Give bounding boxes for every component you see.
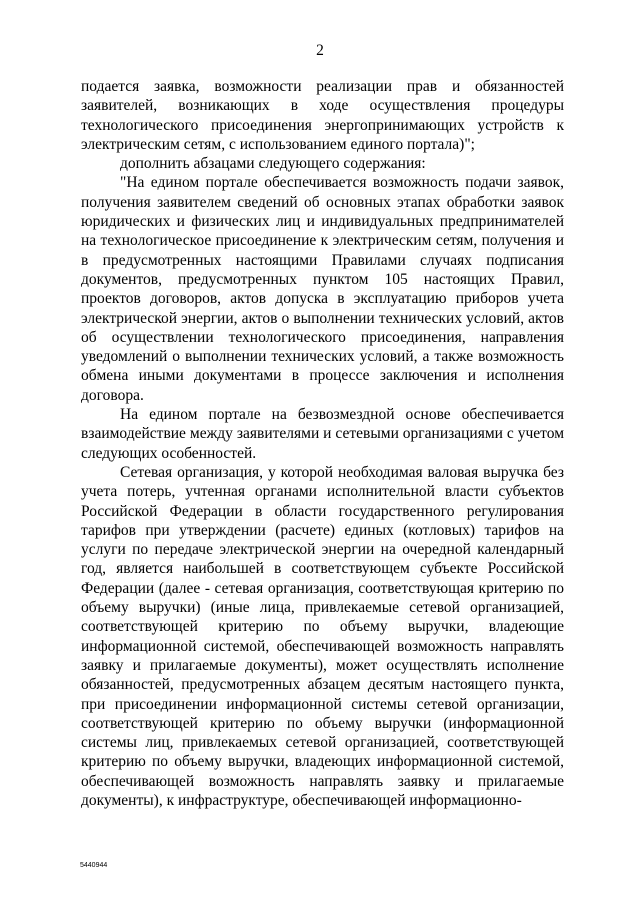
document-code: 5440944 — [80, 862, 108, 869]
paragraph-free-interaction: На едином портале на безвозмездной основе обеспечивается взаимодействие между заявителями и сетевыми организациями с учетом следующих особенностей. — [81, 406, 564, 462]
page-number: 2 — [316, 42, 324, 59]
paragraph-portal-capabilities: "На едином портале обеспечивается возможность подачи заявок, получения заявителем сведений об основных этапах обработки заявок юридических и физических лиц и индивидуальных предпринимателей на технологическое присоединение к электрическим сетям, получения и в предусмотренных настоящими Правилами случаях подписания документов, предусмотренных пунктом 105 настоящих Правил, проектов договоров, актов допуска в эксплуатацию приборов учета электрической энергии, актов о выполнении технических условий, актов об осуществлении технологического присоединения, направления уведомлений о выполнении технических условий, а также возможность обмена иными документами в процессе заключения и исполнения договора. — [81, 174, 564, 404]
document-body — [81, 77, 564, 810]
paragraph-continuation: подается заявка, возможности реализации прав и обязанностей заявителей, возникающих в ходе осуществления процедуры технологического присоединения энергопринимающих устройств к электрическим сетям, с использованием единого портала)"; — [81, 78, 564, 153]
paragraph-supplement-intro: дополнить абзацами следующего содержания: — [120, 155, 426, 173]
paragraph-grid-organization: Сетевая организация, у которой необходимая валовая выручка без учета потерь, учтенная органами исполнительной власти субъектов Российской Федерации в области государственного регулирования тарифов при утверждении (расчете) единых (котловых) тарифов на услуги по передаче электрической энергии на очередной календарный год, является наибольшей в соответствующем субъекте Российской Федерации (далее - сетевая организация, соответствующая критерию по объему выручки) (иные лица, привлекаемые сетевой организацией, соответствующей критерию по объему выручки, владеющие информационной системой, обеспечивающей возможность направлять заявку и прилагаемые документы), может осуществлять исполнение обязанностей, предусмотренных абзацем десятым настоящего пункта, при присоединении информационной системы сетевой организации, соответствующей критерию по объему выручки (информационной системы лиц, привлекаемых сетевой организацией, соответствующей критерию по объему выручки, владеющих информационной системой, обеспечивающей возможность направлять заявку и прилагаемые документы), к инфраструктуре, обеспечивающей информационно- — [81, 463, 564, 809]
